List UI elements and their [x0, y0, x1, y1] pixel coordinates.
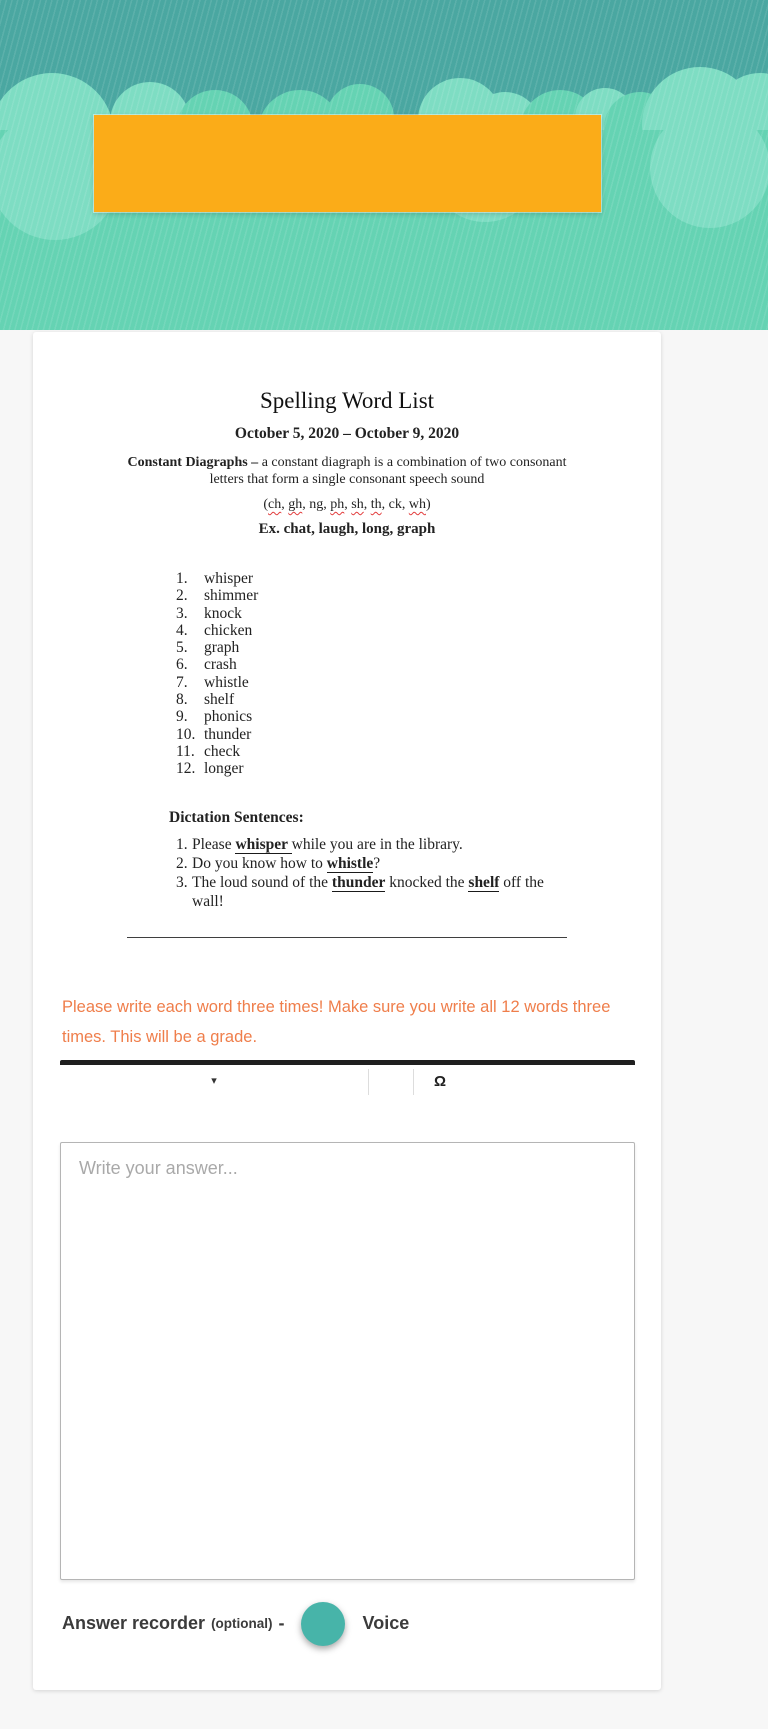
worksheet-header-image: [94, 115, 601, 212]
voice-label: Voice: [362, 1613, 410, 1634]
answer-textarea[interactable]: [60, 1142, 635, 1580]
digraph-item: gh: [288, 497, 303, 512]
word-number: 4.: [176, 621, 188, 639]
dash-text: -: [278, 1613, 285, 1634]
dictation-sentence-list: [33, 835, 661, 911]
spelling-word-list: [33, 570, 661, 778]
sentence-segment: while you are in the library.: [291, 835, 463, 853]
sentence-segment: whistle: [326, 854, 374, 872]
word-number: 10.: [176, 725, 196, 743]
sentence-text: [192, 835, 574, 854]
word-text: longer: [204, 760, 244, 778]
word-list-item: [176, 760, 661, 777]
answer-recorder-label: Answer recorder: [62, 1613, 206, 1634]
cloud-shape: [650, 108, 768, 228]
teacher-instruction-text: Please write each word three times! Make sure you write all 12 words three times. This will be a grade.: [62, 997, 611, 1046]
word-text: graph: [204, 639, 240, 657]
digraph-item: th: [370, 497, 382, 512]
sentence-segment: thunder: [331, 873, 386, 891]
dictation-sentence: [176, 873, 661, 911]
sentence-text: [192, 854, 574, 873]
dictation-heading: Dictation Sentences:: [169, 808, 304, 826]
word-list-item: [176, 691, 661, 708]
sentence-segment: knocked the: [385, 873, 469, 891]
word-text: chicken: [204, 621, 253, 639]
word-text: crash: [204, 656, 237, 674]
worksheet-title: Spelling Word List: [259, 388, 435, 413]
word-number: 1.: [176, 570, 188, 587]
digraph-item: ng: [309, 497, 324, 512]
word-text: shelf: [204, 691, 235, 709]
dictation-sentence: [176, 835, 661, 854]
sentence-segment: whisper: [235, 835, 292, 853]
word-list-item: [176, 587, 661, 604]
definition-body: a constant diagraph is a combination of two consonant letters that form a single consonant speech sound: [209, 455, 567, 487]
word-number: 7.: [176, 673, 188, 691]
word-number: 8.: [176, 691, 188, 709]
word-list-item: [176, 605, 661, 622]
word-number: 3.: [176, 604, 188, 622]
word-list-item: [176, 726, 661, 743]
word-text: thunder: [204, 725, 252, 743]
dictation-sentence: [176, 854, 661, 873]
word-list-item: [176, 656, 661, 673]
toolbar-group-empty: [369, 1065, 413, 1099]
word-number: 11.: [176, 742, 195, 760]
worksheet-card: [33, 332, 661, 1690]
answer-recorder-row: [62, 1602, 661, 1646]
sentence-segment: Do you know how to: [192, 854, 327, 872]
sentence-number: 3.: [176, 873, 188, 891]
sentence-number: 1.: [176, 835, 188, 853]
section-divider: [127, 937, 567, 938]
omega-icon: Ω: [434, 1073, 447, 1091]
word-text: whistle: [204, 673, 249, 691]
font-dropdown[interactable]: [60, 1065, 368, 1099]
word-list-item: [176, 674, 661, 691]
digraph-list: (ch, gh, ng, ph, sh, th, ck, wh): [263, 497, 431, 512]
digraph-item: ck: [388, 497, 402, 512]
special-character-button[interactable]: [414, 1065, 446, 1099]
worksheet-dates: October 5, 2020 – October 9, 2020: [234, 425, 460, 442]
word-text: knock: [204, 604, 242, 622]
editor-toolbar: [60, 1060, 635, 1099]
voice-record-button[interactable]: [301, 1602, 345, 1646]
sentence-segment: Please: [192, 835, 236, 853]
digraph-item: sh: [351, 497, 364, 512]
word-list-item: [176, 639, 661, 656]
word-number: 2.: [176, 587, 188, 605]
word-number: 9.: [176, 708, 188, 726]
chevron-down-icon: ▾: [211, 1075, 217, 1088]
word-list-item: [176, 708, 661, 725]
word-number: 12.: [176, 760, 196, 778]
digraph-item: ch: [268, 497, 282, 512]
sentence-segment: shelf: [468, 873, 500, 891]
word-text: check: [204, 742, 241, 760]
sentence-text: [192, 873, 574, 911]
sentence-number: 2.: [176, 854, 188, 872]
digraph-item: ph: [330, 497, 345, 512]
word-text: phonics: [204, 708, 253, 726]
digraph-definition: [112, 454, 582, 488]
optional-label: (optional): [211, 1616, 273, 1632]
sentence-segment: The loud sound of the: [192, 873, 332, 891]
word-number: 6.: [176, 656, 188, 674]
definition-lead: Constant Diagraphs –: [127, 455, 259, 470]
word-list-item: [176, 622, 661, 639]
word-text: shimmer: [204, 587, 259, 605]
word-text: whisper: [204, 570, 254, 587]
answer-editor: [60, 1060, 635, 1580]
worksheet-theme-header: [0, 0, 768, 330]
digraph-examples: Ex. chat, laugh, long, graph: [258, 521, 436, 537]
sentence-segment: off the wall!: [192, 873, 544, 910]
word-number: 5.: [176, 639, 188, 657]
digraph-item: wh: [408, 497, 426, 512]
word-list-item: [176, 570, 661, 587]
sentence-segment: ?: [373, 854, 381, 872]
word-list-item: [176, 743, 661, 760]
